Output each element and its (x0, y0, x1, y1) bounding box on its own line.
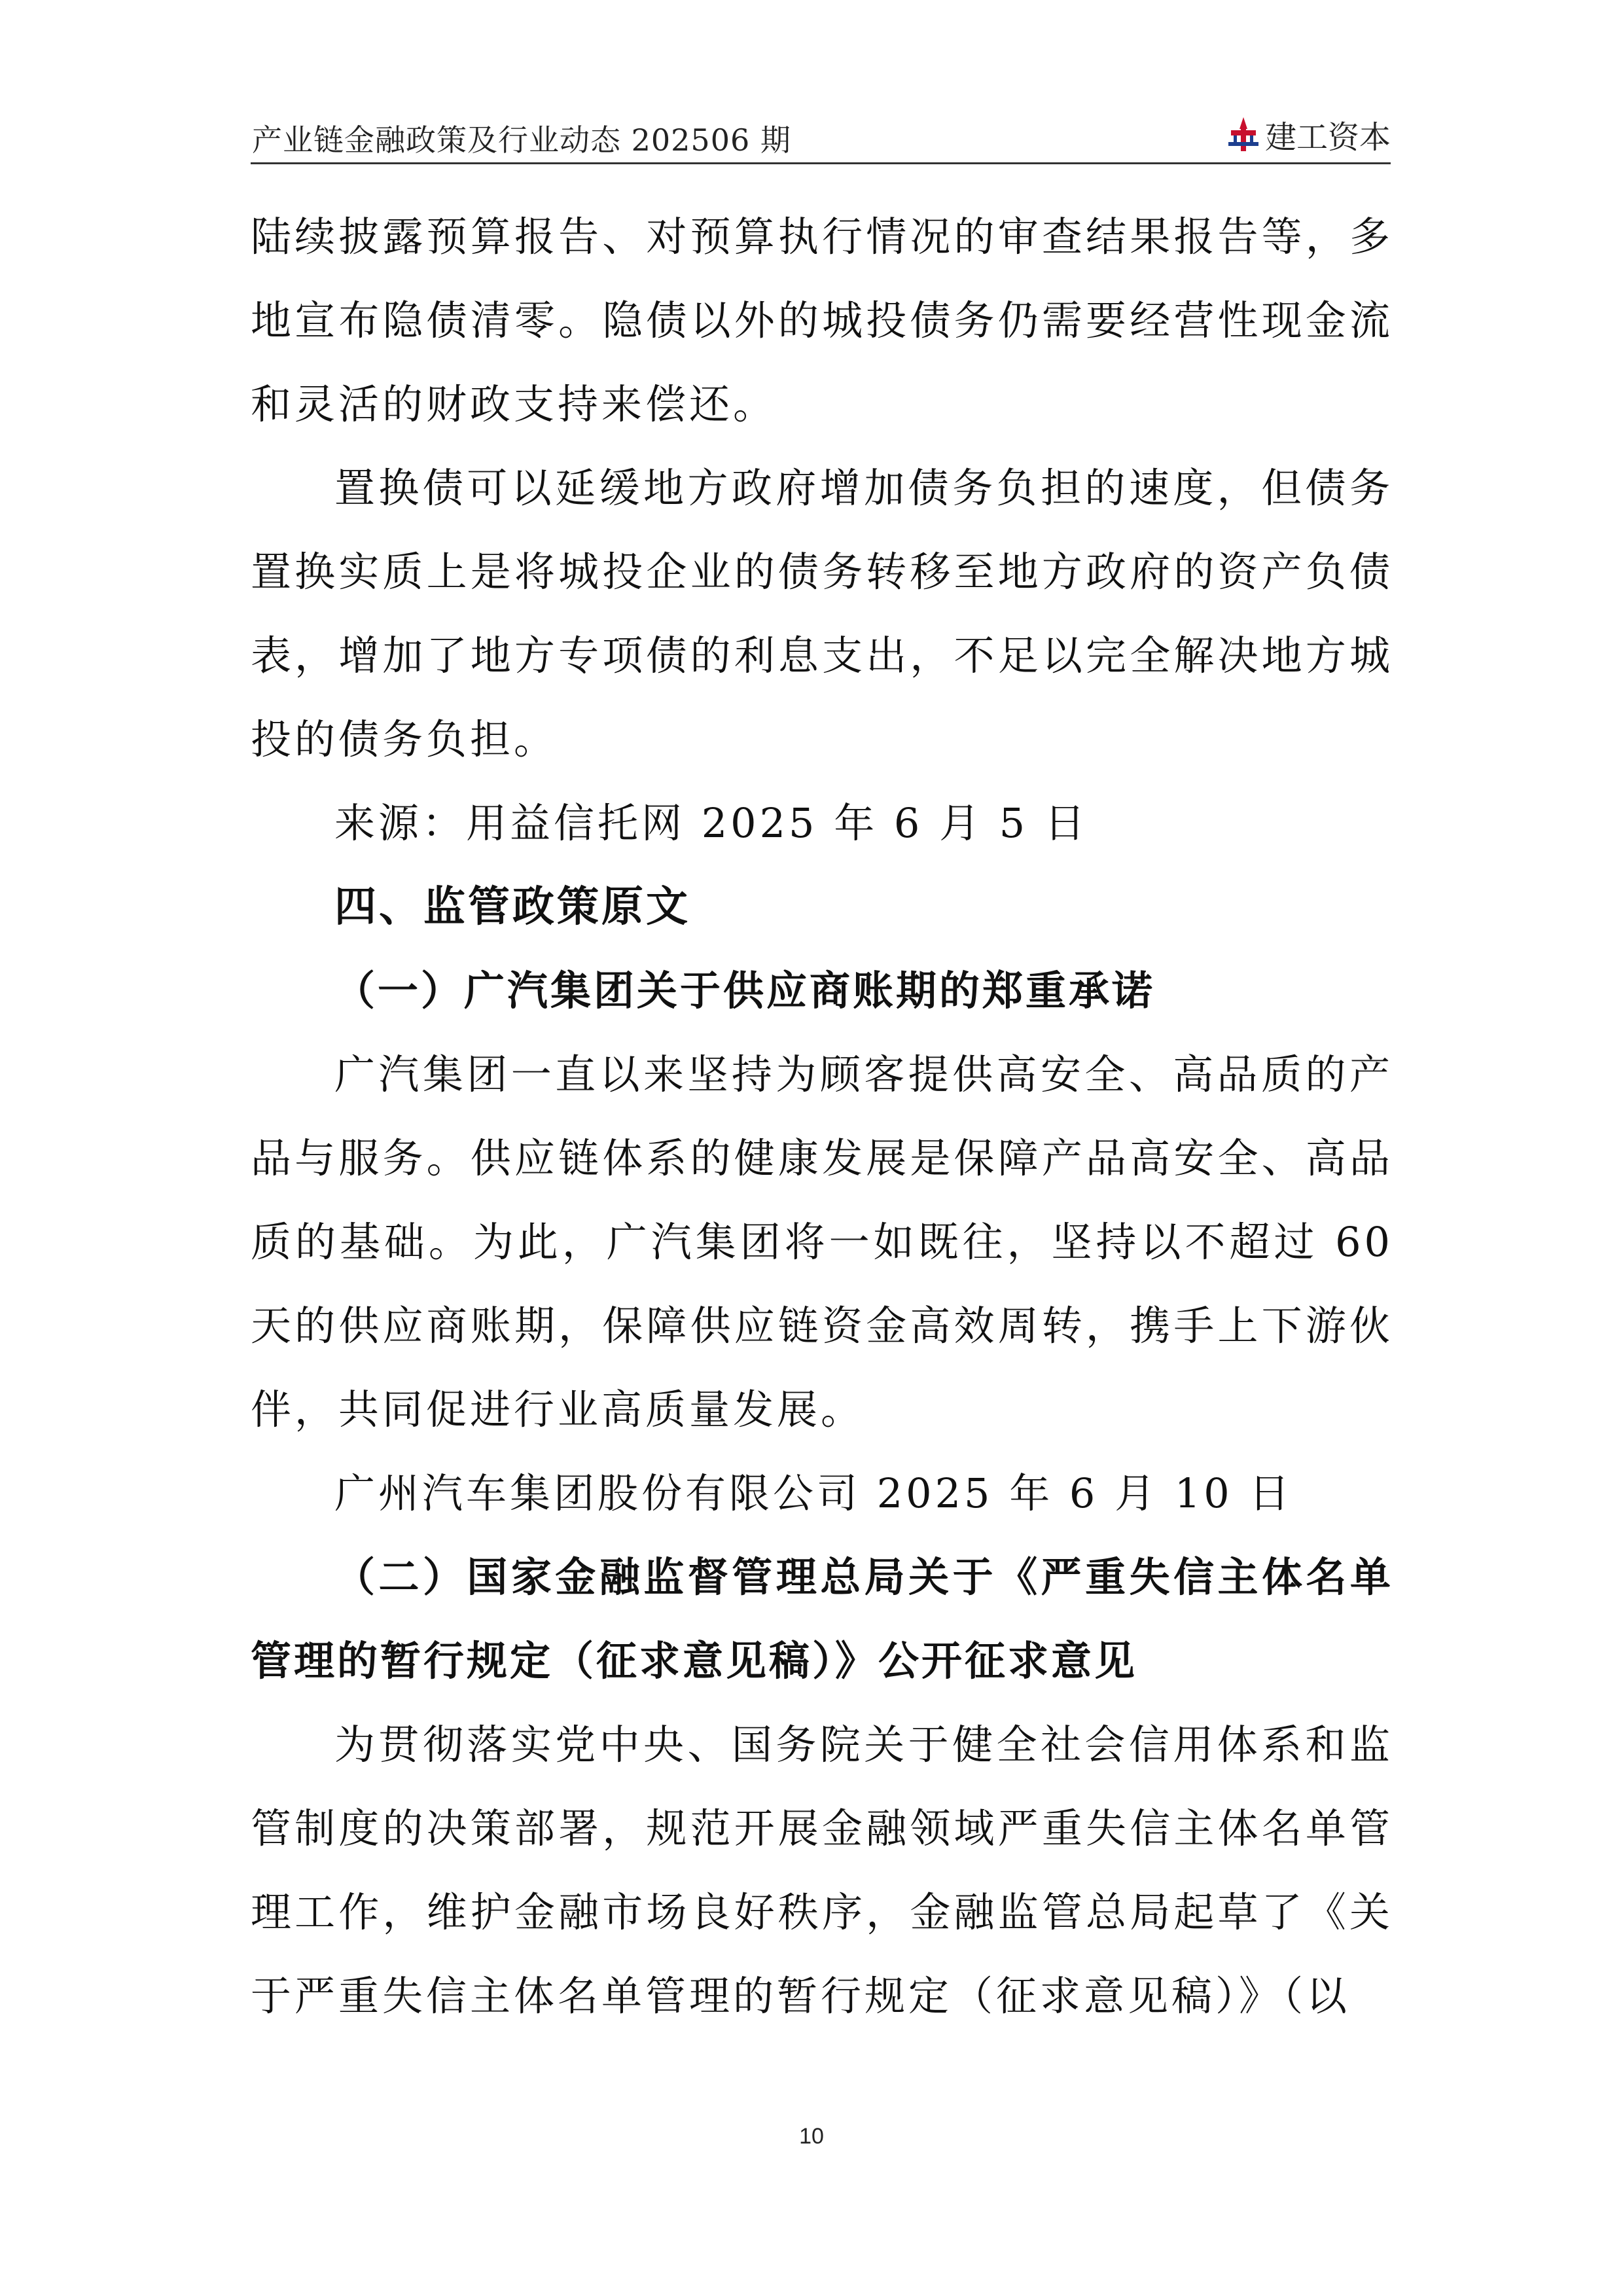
page-number: 10 (799, 2124, 824, 2149)
page-header (251, 110, 1391, 164)
brand-name: 建工资本 (1264, 118, 1391, 156)
paragraph-continued: 陆续披露预算报告、对预算执行情况的审查结果报告等，多地宣布隐债清零。隐债以外的城投债务仍需要经营性现金流和灵活的财政支持来偿还。 (251, 213, 1393, 428)
document-body (251, 195, 1393, 2038)
source-line: 来源：用益信托网 2025 年 6 月 5 日 (334, 799, 1088, 847)
header-title: 产业链金融政策及行业动态 202506 期 (252, 122, 791, 158)
header-brand (1227, 113, 1391, 156)
item1-heading: （一）广汽集团关于供应商账期的郑重承诺 (334, 967, 1156, 1014)
brand-logo-icon (1227, 116, 1260, 152)
item2-heading: （二）国家金融监督管理总局关于《严重失信主体名单管理的暂行规定（征求意见稿）》公开征求意见 (251, 1553, 1393, 1685)
section-heading: 四、监管政策原文 (334, 883, 690, 931)
item1-signature: 广州汽车集团股份有限公司 2025 年 6 月 10 日 (334, 1469, 1293, 1517)
paragraph-debt-swap: 置换债可以延缓地方政府增加债务负担的速度，但债务置换实质上是将城投企业的债务转移至地方政府的资产负债表，增加了地方专项债的利息支出，不足以完全解决地方城投的债务负担。 (251, 464, 1393, 763)
item1-body: 广汽集团一直以来坚持为顾客提供高安全、高品质的产品与服务。供应链体系的健康发展是保障产品高安全、高品质的基础。为此，广汽集团将一如既往，坚持以不超过 60 天的供应商账期，保障供应链资金高效周转，携手上下游伙伴，共同促进行业高质量发展。 (251, 1050, 1393, 1433)
item2-body: 为贯彻落实党中央、国务院关于健全社会信用体系和监管制度的决策部署，规范开展金融领域严重失信主体名单管理工作，维护金融市场良好秩序，金融监管总局起草了《关于严重失信主体名单管理的暂行规定（征求意见稿）》（以 (251, 1721, 1393, 2020)
